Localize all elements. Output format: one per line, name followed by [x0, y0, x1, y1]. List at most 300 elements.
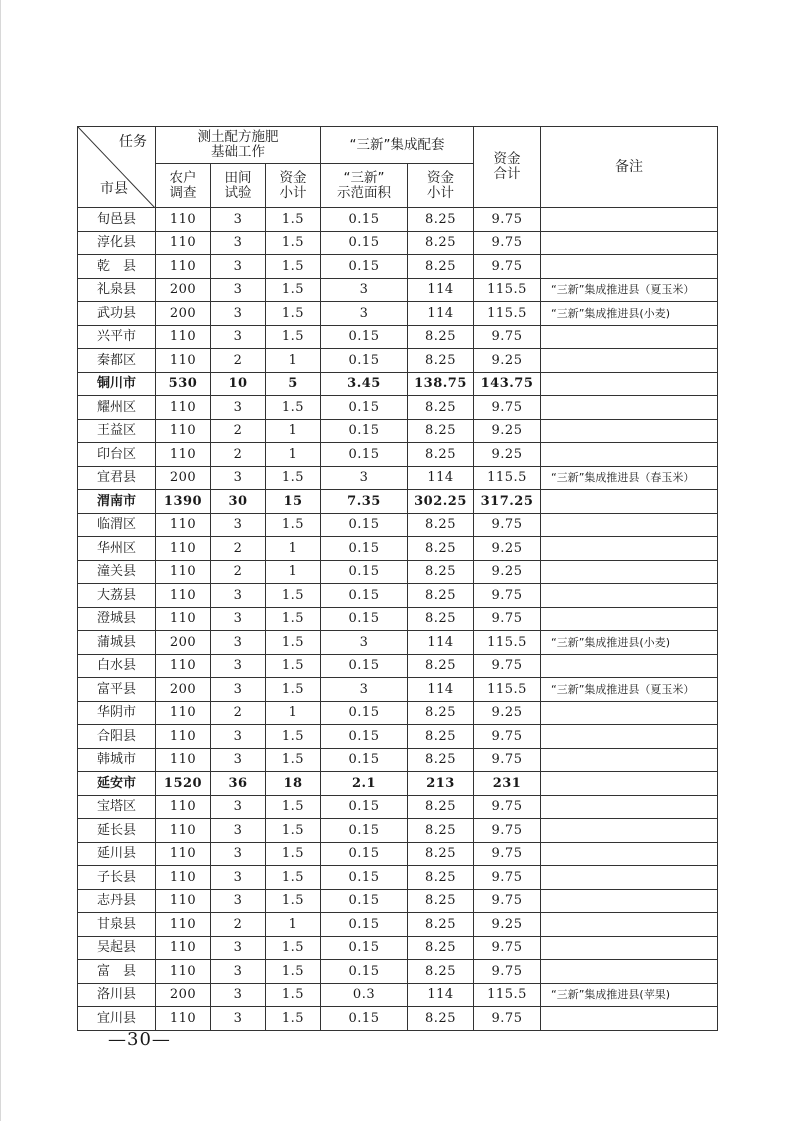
cell-fund-subtotal-2: 8.25	[408, 748, 474, 772]
cell-demo-area: 0.15	[321, 325, 408, 349]
cell-note	[541, 701, 718, 725]
cell-demo-area: 0.15	[321, 560, 408, 584]
cell-field-trial: 3	[211, 208, 266, 232]
cell-note	[541, 255, 718, 279]
table-row	[78, 631, 718, 655]
table-row	[78, 513, 718, 537]
cell-fund-subtotal-2: 114	[408, 278, 474, 302]
cell-region: 宜君县	[78, 466, 156, 490]
cell-fund-subtotal-1: 1	[266, 701, 321, 725]
cell-fund-total: 143.75	[474, 372, 541, 396]
cell-field-trial: 3	[211, 842, 266, 866]
cell-farm-survey: 110	[156, 936, 211, 960]
header-farm-survey: 农户 调查	[156, 164, 211, 208]
cell-note	[541, 513, 718, 537]
cell-note	[541, 748, 718, 772]
cell-farm-survey: 110	[156, 537, 211, 561]
cell-fund-subtotal-2: 138.75	[408, 372, 474, 396]
cell-fund-subtotal-1: 1.5	[266, 278, 321, 302]
cell-note	[541, 208, 718, 232]
cell-fund-subtotal-1: 1.5	[266, 1007, 321, 1031]
header-fund-total: 资金 合计	[474, 127, 541, 208]
cell-farm-survey: 200	[156, 278, 211, 302]
cell-demo-area: 3	[321, 302, 408, 326]
table-row	[78, 748, 718, 772]
cell-fund-total: 9.25	[474, 419, 541, 443]
cell-note	[541, 537, 718, 561]
cell-demo-area: 0.15	[321, 396, 408, 420]
cell-note	[541, 960, 718, 984]
cell-note	[541, 725, 718, 749]
cell-demo-area: 0.15	[321, 255, 408, 279]
cell-field-trial: 3	[211, 819, 266, 843]
cell-fund-subtotal-1: 1.5	[266, 748, 321, 772]
cell-note	[541, 560, 718, 584]
cell-field-trial: 2	[211, 913, 266, 937]
cell-note	[541, 349, 718, 373]
cell-note: “三新”集成推进县（夏玉米）	[541, 278, 718, 302]
cell-note	[541, 396, 718, 420]
cell-fund-total: 115.5	[474, 302, 541, 326]
cell-farm-survey: 530	[156, 372, 211, 396]
cell-farm-survey: 200	[156, 983, 211, 1007]
cell-field-trial: 3	[211, 278, 266, 302]
cell-fund-subtotal-2: 8.25	[408, 349, 474, 373]
cell-region: 华阴市	[78, 701, 156, 725]
cell-fund-subtotal-2: 8.25	[408, 654, 474, 678]
cell-fund-subtotal-2: 114	[408, 678, 474, 702]
cell-region: 秦都区	[78, 349, 156, 373]
cell-note: “三新”集成推进县(小麦)	[541, 302, 718, 326]
cell-fund-subtotal-1: 1.5	[266, 795, 321, 819]
cell-fund-subtotal-2: 213	[408, 772, 474, 796]
table-row	[78, 842, 718, 866]
table-row	[78, 208, 718, 232]
cell-region: 延长县	[78, 819, 156, 843]
cell-field-trial: 3	[211, 466, 266, 490]
table-row	[78, 443, 718, 467]
cell-region: 澄城县	[78, 607, 156, 631]
cell-note	[541, 889, 718, 913]
cell-fund-subtotal-1: 15	[266, 490, 321, 514]
cell-farm-survey: 1390	[156, 490, 211, 514]
cell-fund-subtotal-2: 8.25	[408, 537, 474, 561]
cell-note	[541, 584, 718, 608]
cell-fund-subtotal-2: 8.25	[408, 725, 474, 749]
table-row	[78, 537, 718, 561]
cell-fund-subtotal-2: 8.25	[408, 1007, 474, 1031]
cell-farm-survey: 110	[156, 654, 211, 678]
header-demo-area: “三新” 示范面积	[321, 164, 408, 208]
cell-field-trial: 3	[211, 889, 266, 913]
cell-fund-subtotal-2: 8.25	[408, 560, 474, 584]
cell-fund-subtotal-1: 1.5	[266, 983, 321, 1007]
cell-demo-area: 0.15	[321, 866, 408, 890]
cell-region: 乾 县	[78, 255, 156, 279]
table-body	[78, 208, 718, 1031]
cell-demo-area: 0.15	[321, 913, 408, 937]
header-note: 备注	[541, 127, 718, 208]
cell-note	[541, 654, 718, 678]
cell-farm-survey: 110	[156, 584, 211, 608]
cell-fund-subtotal-2: 8.25	[408, 443, 474, 467]
cell-fund-subtotal-2: 8.25	[408, 701, 474, 725]
cell-fund-total: 231	[474, 772, 541, 796]
cell-field-trial: 3	[211, 1007, 266, 1031]
cell-fund-subtotal-2: 8.25	[408, 795, 474, 819]
page-number: —30—	[108, 1029, 171, 1050]
cell-fund-subtotal-2: 8.25	[408, 842, 474, 866]
cell-fund-subtotal-2: 8.25	[408, 819, 474, 843]
cell-fund-total: 9.75	[474, 654, 541, 678]
cell-field-trial: 30	[211, 490, 266, 514]
cell-fund-subtotal-2: 8.25	[408, 960, 474, 984]
cell-fund-subtotal-1: 1	[266, 560, 321, 584]
cell-fund-subtotal-1: 5	[266, 372, 321, 396]
cell-fund-subtotal-2: 8.25	[408, 889, 474, 913]
cell-demo-area: 0.15	[321, 748, 408, 772]
cell-fund-subtotal-1: 1.5	[266, 584, 321, 608]
cell-demo-area: 7.35	[321, 490, 408, 514]
cell-note	[541, 842, 718, 866]
cell-fund-subtotal-1: 1.5	[266, 231, 321, 255]
cell-demo-area: 0.15	[321, 795, 408, 819]
cell-farm-survey: 1520	[156, 772, 211, 796]
cell-demo-area: 0.15	[321, 819, 408, 843]
table-row	[78, 701, 718, 725]
cell-region: 洛川县	[78, 983, 156, 1007]
cell-fund-subtotal-2: 8.25	[408, 607, 474, 631]
table-row	[78, 725, 718, 749]
cell-fund-total: 115.5	[474, 466, 541, 490]
table-row	[78, 349, 718, 373]
cell-fund-subtotal-2: 114	[408, 302, 474, 326]
cell-field-trial: 3	[211, 231, 266, 255]
cell-demo-area: 3.45	[321, 372, 408, 396]
table-row	[78, 819, 718, 843]
cell-fund-total: 9.75	[474, 584, 541, 608]
cell-field-trial: 3	[211, 748, 266, 772]
cell-demo-area: 0.15	[321, 701, 408, 725]
cell-note	[541, 443, 718, 467]
header-region: 市县	[100, 181, 128, 197]
cell-fund-total: 9.75	[474, 889, 541, 913]
cell-fund-total: 9.25	[474, 349, 541, 373]
table-row	[78, 983, 718, 1007]
cell-demo-area: 0.15	[321, 349, 408, 373]
cell-region: 富平县	[78, 678, 156, 702]
cell-farm-survey: 110	[156, 208, 211, 232]
cell-fund-subtotal-1: 1.5	[266, 631, 321, 655]
cell-note: “三新”集成推进县（夏玉米）	[541, 678, 718, 702]
cell-fund-total: 9.25	[474, 560, 541, 584]
cell-region: 白水县	[78, 654, 156, 678]
table-row	[78, 255, 718, 279]
cell-region: 富 县	[78, 960, 156, 984]
table-row	[78, 419, 718, 443]
cell-region: 王益区	[78, 419, 156, 443]
cell-fund-subtotal-2: 8.25	[408, 513, 474, 537]
cell-farm-survey: 110	[156, 748, 211, 772]
cell-farm-survey: 110	[156, 255, 211, 279]
header-fund-subtotal-2: 资金 小计	[408, 164, 474, 208]
cell-field-trial: 2	[211, 349, 266, 373]
cell-farm-survey: 110	[156, 701, 211, 725]
cell-farm-survey: 110	[156, 960, 211, 984]
table-row	[78, 772, 718, 796]
cell-farm-survey: 110	[156, 419, 211, 443]
table-row	[78, 231, 718, 255]
cell-region: 临渭区	[78, 513, 156, 537]
cell-fund-total: 115.5	[474, 678, 541, 702]
cell-farm-survey: 110	[156, 231, 211, 255]
cell-farm-survey: 110	[156, 725, 211, 749]
cell-farm-survey: 200	[156, 302, 211, 326]
cell-demo-area: 0.15	[321, 584, 408, 608]
cell-farm-survey: 110	[156, 325, 211, 349]
cell-region: 耀州区	[78, 396, 156, 420]
table-row	[78, 866, 718, 890]
cell-fund-subtotal-2: 8.25	[408, 231, 474, 255]
cell-region: 吴起县	[78, 936, 156, 960]
cell-farm-survey: 110	[156, 819, 211, 843]
cell-fund-total: 9.75	[474, 866, 541, 890]
cell-region: 大荔县	[78, 584, 156, 608]
cell-fund-total: 9.75	[474, 842, 541, 866]
cell-demo-area: 0.15	[321, 654, 408, 678]
cell-field-trial: 3	[211, 654, 266, 678]
cell-region: 蒲城县	[78, 631, 156, 655]
table-row	[78, 607, 718, 631]
cell-fund-total: 9.75	[474, 748, 541, 772]
cell-demo-area: 2.1	[321, 772, 408, 796]
header-field-trial: 田间 试验	[211, 164, 266, 208]
cell-region: 礼泉县	[78, 278, 156, 302]
cell-field-trial: 3	[211, 584, 266, 608]
cell-note	[541, 372, 718, 396]
cell-fund-subtotal-1: 1	[266, 913, 321, 937]
cell-fund-subtotal-2: 8.25	[408, 255, 474, 279]
cell-region: 韩城市	[78, 748, 156, 772]
cell-farm-survey: 110	[156, 607, 211, 631]
cell-farm-survey: 110	[156, 795, 211, 819]
cell-fund-subtotal-1: 1.5	[266, 936, 321, 960]
cell-fund-subtotal-1: 1.5	[266, 725, 321, 749]
table-row	[78, 584, 718, 608]
table-row	[78, 278, 718, 302]
table-row	[78, 936, 718, 960]
table-row	[78, 372, 718, 396]
cell-fund-total: 9.75	[474, 960, 541, 984]
cell-fund-total: 9.25	[474, 443, 541, 467]
cell-farm-survey: 110	[156, 889, 211, 913]
cell-region: 志丹县	[78, 889, 156, 913]
cell-fund-subtotal-1: 1.5	[266, 889, 321, 913]
cell-fund-subtotal-1: 1.5	[266, 513, 321, 537]
cell-demo-area: 3	[321, 278, 408, 302]
cell-note: “三新”集成推进县（春玉米）	[541, 466, 718, 490]
cell-region: 华州区	[78, 537, 156, 561]
cell-fund-subtotal-2: 114	[408, 983, 474, 1007]
cell-fund-total: 9.75	[474, 231, 541, 255]
cell-fund-total: 9.75	[474, 513, 541, 537]
cell-fund-subtotal-1: 1.5	[266, 396, 321, 420]
cell-note	[541, 819, 718, 843]
cell-note	[541, 795, 718, 819]
cell-farm-survey: 110	[156, 866, 211, 890]
cell-field-trial: 3	[211, 725, 266, 749]
cell-demo-area: 0.3	[321, 983, 408, 1007]
cell-note	[541, 1007, 718, 1031]
cell-fund-subtotal-2: 302.25	[408, 490, 474, 514]
header-soil-testing-group: 测土配方施肥 基础工作	[156, 127, 321, 164]
cell-note	[541, 607, 718, 631]
table-row	[78, 889, 718, 913]
cell-fund-subtotal-1: 1.5	[266, 208, 321, 232]
cell-fund-total: 9.75	[474, 396, 541, 420]
table-row	[78, 960, 718, 984]
cell-farm-survey: 110	[156, 443, 211, 467]
cell-fund-total: 9.75	[474, 607, 541, 631]
cell-fund-total: 115.5	[474, 631, 541, 655]
cell-note	[541, 913, 718, 937]
cell-farm-survey: 200	[156, 678, 211, 702]
cell-demo-area: 0.15	[321, 443, 408, 467]
cell-fund-subtotal-1: 1.5	[266, 325, 321, 349]
cell-demo-area: 3	[321, 466, 408, 490]
cell-field-trial: 3	[211, 678, 266, 702]
cell-region: 子长县	[78, 866, 156, 890]
cell-field-trial: 2	[211, 443, 266, 467]
cell-fund-subtotal-1: 1	[266, 419, 321, 443]
cell-region: 兴平市	[78, 325, 156, 349]
cell-demo-area: 0.15	[321, 1007, 408, 1031]
cell-farm-survey: 110	[156, 396, 211, 420]
cell-fund-total: 9.75	[474, 325, 541, 349]
cell-fund-total: 9.25	[474, 913, 541, 937]
cell-field-trial: 3	[211, 960, 266, 984]
cell-fund-subtotal-1: 1.5	[266, 466, 321, 490]
cell-farm-survey: 110	[156, 842, 211, 866]
cell-fund-total: 317.25	[474, 490, 541, 514]
cell-note	[541, 936, 718, 960]
cell-region: 武功县	[78, 302, 156, 326]
cell-demo-area: 0.15	[321, 960, 408, 984]
cell-demo-area: 0.15	[321, 725, 408, 749]
cell-fund-subtotal-2: 8.25	[408, 866, 474, 890]
cell-fund-subtotal-1: 1.5	[266, 654, 321, 678]
cell-note	[541, 866, 718, 890]
cell-field-trial: 3	[211, 795, 266, 819]
cell-fund-subtotal-2: 8.25	[408, 396, 474, 420]
cell-fund-subtotal-1: 1.5	[266, 255, 321, 279]
cell-demo-area: 3	[321, 678, 408, 702]
cell-field-trial: 2	[211, 560, 266, 584]
cell-farm-survey: 110	[156, 560, 211, 584]
cell-note	[541, 419, 718, 443]
cell-note	[541, 231, 718, 255]
cell-fund-subtotal-1: 1.5	[266, 607, 321, 631]
cell-demo-area: 3	[321, 631, 408, 655]
cell-region: 铜川市	[78, 372, 156, 396]
table-row	[78, 654, 718, 678]
cell-fund-total: 9.25	[474, 701, 541, 725]
cell-farm-survey: 110	[156, 349, 211, 373]
cell-field-trial: 2	[211, 701, 266, 725]
cell-region: 潼关县	[78, 560, 156, 584]
cell-fund-subtotal-1: 1.5	[266, 842, 321, 866]
cell-field-trial: 36	[211, 772, 266, 796]
page-edge	[0, 0, 1, 1121]
cell-farm-survey: 110	[156, 913, 211, 937]
cell-demo-area: 0.15	[321, 513, 408, 537]
cell-field-trial: 2	[211, 537, 266, 561]
diagonal-header-cell	[78, 127, 156, 208]
cell-field-trial: 3	[211, 936, 266, 960]
cell-demo-area: 0.15	[321, 889, 408, 913]
cell-fund-total: 9.75	[474, 1007, 541, 1031]
cell-farm-survey: 110	[156, 513, 211, 537]
cell-fund-total: 9.25	[474, 537, 541, 561]
cell-fund-total: 9.75	[474, 208, 541, 232]
cell-field-trial: 3	[211, 325, 266, 349]
cell-demo-area: 0.15	[321, 537, 408, 561]
cell-fund-subtotal-1: 1.5	[266, 678, 321, 702]
cell-fund-total: 9.75	[474, 819, 541, 843]
cell-region: 渭南市	[78, 490, 156, 514]
cell-fund-subtotal-1: 1.5	[266, 302, 321, 326]
cell-region: 宝塔区	[78, 795, 156, 819]
cell-fund-subtotal-2: 8.25	[408, 419, 474, 443]
cell-field-trial: 3	[211, 983, 266, 1007]
cell-farm-survey: 200	[156, 631, 211, 655]
cell-field-trial: 3	[211, 631, 266, 655]
cell-fund-subtotal-2: 8.25	[408, 936, 474, 960]
cell-region: 宜川县	[78, 1007, 156, 1031]
cell-fund-total: 115.5	[474, 983, 541, 1007]
cell-field-trial: 2	[211, 419, 266, 443]
cell-demo-area: 0.15	[321, 842, 408, 866]
cell-fund-subtotal-2: 114	[408, 631, 474, 655]
cell-fund-subtotal-1: 1	[266, 349, 321, 373]
table-row	[78, 325, 718, 349]
cell-region: 印台区	[78, 443, 156, 467]
cell-demo-area: 0.15	[321, 231, 408, 255]
cell-note	[541, 490, 718, 514]
cell-region: 旬邑县	[78, 208, 156, 232]
cell-region: 合阳县	[78, 725, 156, 749]
cell-fund-subtotal-1: 1.5	[266, 819, 321, 843]
cell-farm-survey: 110	[156, 1007, 211, 1031]
cell-demo-area: 0.15	[321, 607, 408, 631]
table-row	[78, 1007, 718, 1031]
cell-field-trial: 3	[211, 513, 266, 537]
cell-demo-area: 0.15	[321, 419, 408, 443]
table-row	[78, 913, 718, 937]
cell-region: 淳化县	[78, 231, 156, 255]
cell-fund-subtotal-1: 1.5	[266, 960, 321, 984]
table-row	[78, 396, 718, 420]
cell-fund-total: 115.5	[474, 278, 541, 302]
cell-fund-total: 9.75	[474, 255, 541, 279]
cell-region: 延安市	[78, 772, 156, 796]
cell-farm-survey: 200	[156, 466, 211, 490]
allocation-table	[77, 126, 718, 1031]
cell-fund-subtotal-2: 8.25	[408, 584, 474, 608]
cell-region: 甘泉县	[78, 913, 156, 937]
cell-demo-area: 0.15	[321, 208, 408, 232]
cell-fund-subtotal-2: 8.25	[408, 325, 474, 349]
